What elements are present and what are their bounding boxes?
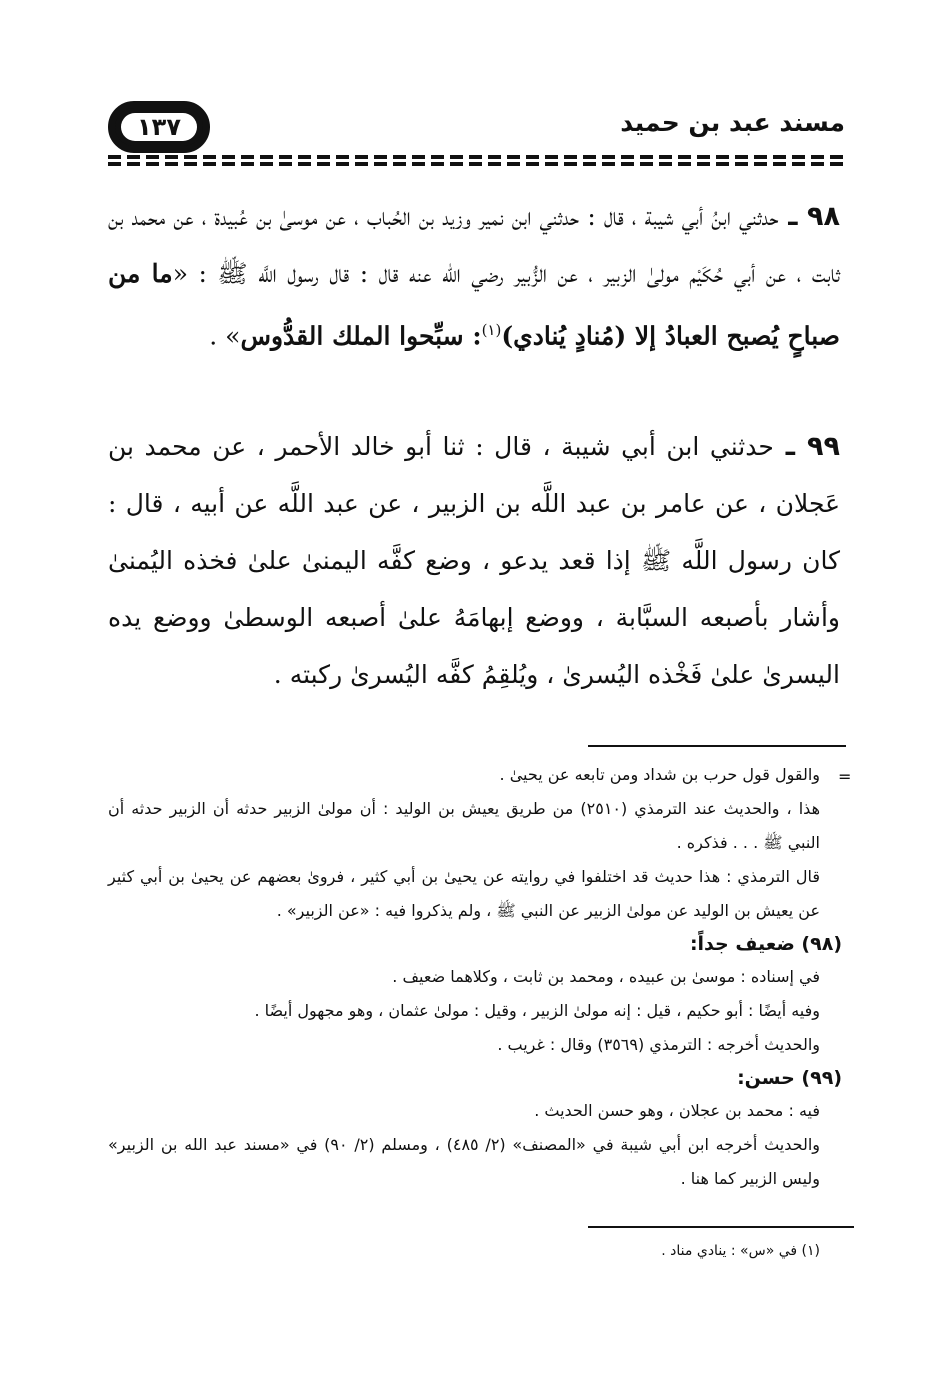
running-title: مسند عبد بن حميد xyxy=(620,108,845,137)
header-rule-bottom xyxy=(108,162,848,166)
note-line: هذا ، والحديث عند الترمذي (٢٥١٠) من طريق يعيش بن الوليد : أن مولىٰ الزبير حدثه أن الزبير حدثه أن النبي ﷺ . . . فذكره . xyxy=(108,799,821,852)
grade-heading-99: (٩٩) حسن: xyxy=(737,1067,842,1089)
notes-divider xyxy=(588,745,846,747)
note-line: والقول قول حرب بن شداد ومن تابعه عن يحيىٰ . xyxy=(499,765,820,784)
hadith-98 xyxy=(108,188,840,364)
continuation-marker: = xyxy=(838,767,852,786)
hadith-quote: ما من صباحٍ يُصبح العبادُ إلا (مُنادٍ يُنادي) xyxy=(108,259,840,351)
note-line: والحديث أخرجه : الترمذي (٣٥٦٩) وقال : غريب . xyxy=(497,1035,820,1054)
note-line: قال الترمذي : هذا حديث قد اختلفوا في روايته عن يحيىٰ بن أبي كثير ، فروىٰ بعضهم عن يحيىٰ بن أبي كثير عن يعيش بن الوليد عن مولىٰ الزبير عن النبي ﷺ ، ولم يذكروا فيه : «عن الزبير» . xyxy=(108,867,820,920)
hadith-99 xyxy=(108,418,840,703)
notes-block xyxy=(108,758,842,1196)
footnote-ref: (١) xyxy=(481,321,502,339)
footnote: (١) في «س» : ينادي مناد . xyxy=(661,1243,820,1259)
hadith-number: ٩٩ xyxy=(807,431,840,462)
hadith-dash: ـ xyxy=(773,431,808,462)
page-number: ١٣٧ xyxy=(121,113,197,141)
hadith-text: حدثني ابن أبي شيبة ، قال : ثنا أبو خالد الأحمر ، عن محمد بن عَجلان ، عن عامر بن عبد اللَّه بن الزبير ، عن عبد اللَّه عن أبيه ، قال : كان رسول اللَّه ﷺ إذا قعد يدعو ، وضع كفَّه اليمنىٰ علىٰ فخذه اليُمنىٰ وأشار بأصبعه السبَّابة ، ووضع إبهامَهُ علىٰ أصبعه الوسطىٰ ووضع يده اليسرىٰ علىٰ فَخْذه اليُسرىٰ ، ويُلقِمُ كفَّه اليُسرىٰ ركبته . xyxy=(108,432,841,689)
hadith-number: ٩٨ xyxy=(807,201,840,232)
grade-heading-98: (٩٨) ضعيف جداً: xyxy=(689,933,842,955)
page-number-badge xyxy=(108,101,210,153)
hadith-closing: » . xyxy=(209,321,241,351)
note-line: فيه : محمد بن عجلان ، وهو حسن الحديث . xyxy=(534,1101,820,1120)
note-line: في إسناده : موسىٰ بن عبيده ، ومحمد بن ثابت ، وكلاهما ضعيف . xyxy=(392,967,820,986)
hadith-isnad: حدثني ابنُ أبي شيبة ، قال : حدثني ابن نمير وزيد بن الحُباب ، عن موسىٰ بن عُبيدة ، عن محمد بن ثابت ، عن أبي حُكَيْم مولىٰ الزبير ، عن الزُّبير رضي الله عنه قال : قال رسول اللَّه ﷺ : « xyxy=(108,202,840,288)
hadith-quote-end: : سبِّحوا الملك القدُّوس xyxy=(240,321,482,351)
hadith-dash: ـ xyxy=(778,201,808,232)
header-rule-top xyxy=(108,155,848,159)
footnote-divider xyxy=(588,1226,854,1228)
note-line: والحديث أخرجه ابن أبي شيبة في «المصنف» (٢/ ٤٨٥) ، ومسلم (٢/ ٩٠) في «مسند عبد الله بن الزبير» وليس الزبير كما هنا . xyxy=(108,1135,821,1188)
note-line: وفيه أيضًا : أبو حكيم ، قيل : إنه مولىٰ الزبير ، وقيل : مولىٰ عثمان ، وهو مجهول أيضًا . xyxy=(254,1001,820,1020)
